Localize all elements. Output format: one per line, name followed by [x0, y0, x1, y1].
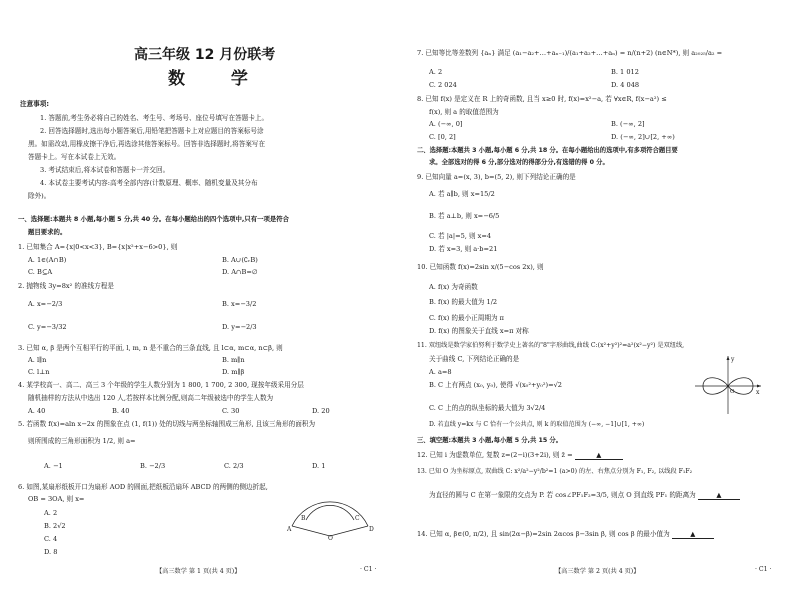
- q9-option-d: D. 若 x=3, 则 a·b=21: [429, 245, 498, 253]
- q6-option-a: A. 2: [44, 509, 58, 517]
- figure-label-o: O: [328, 535, 333, 540]
- section2-heading-cont: 求。全部选对的得 6 分,部分选对的得部分分,有选错的得 0 分。: [429, 159, 609, 166]
- figure-label-a: A: [287, 526, 292, 533]
- q2-option-d: D. y=−2/3: [222, 323, 257, 331]
- note-line: 4. 本试卷主要考试内容:高考全部内容(计数原理、概率、随机变量及其分布: [40, 179, 258, 187]
- exam-title: 高三年级 12 月份联考: [134, 47, 276, 63]
- note-line: 答题卡上。写在本试卷上无效。: [28, 153, 121, 161]
- right-page-footer: 【高三数学 第 2 页(共 4 页)】: [555, 568, 640, 575]
- question-13-cont: [429, 491, 740, 500]
- question-9: 9. 已知向量 a=(x, 3), b=(5, 2), 则下列结论正确的是: [417, 173, 576, 181]
- axis-label-origin: O: [730, 389, 735, 395]
- q14-blank-marker: ▲: [690, 530, 696, 538]
- note-line: 3. 考试结束后,将本试卷和答题卡一并交回。: [40, 166, 170, 174]
- question-14-text: 14. 已知 α, β∈(0, π/2), 且 sin(2α−β)=2sin 2αcos β−3sin β, 则 cos β 的最小值为: [417, 530, 670, 538]
- notes-heading: 注意事项:: [20, 100, 50, 108]
- q1-option-d: D. A∩B=∅: [222, 268, 258, 276]
- question-13-cont-text: 为直径的圆与 C 在第一象限的交点为 P. 若 cos∠PF₁F₂=3/5, 则点 O 到直线 PF₁ 的距离为: [429, 491, 696, 499]
- q10-option-a: A. f(x) 为奇函数: [429, 283, 478, 291]
- question-6-cont: OB = 3OA, 则 x=: [28, 495, 85, 503]
- question-12: [417, 451, 623, 460]
- q5-option-d: D. 1: [312, 462, 326, 470]
- q6-option-b: B. 2√2: [44, 522, 66, 530]
- q12-blank-marker: ▲: [596, 451, 602, 459]
- left-page-footer: 【高三数学 第 1 页(共 4 页)】: [156, 568, 241, 575]
- sector-figure: [286, 490, 374, 540]
- section1-heading: 一、选择题:本题共 8 小题,每小题 5 分,共 40 分。在每小题给出的四个选项中,只有一项是符合: [18, 215, 290, 223]
- question-7: 7. 已知等比等差数列 {aₙ} 满足 (a₁−a₂+…+aₙ₋₁)/(a₁+a₂+…+aₙ) = n/(n+2) (n∈N*), 则 a₂₀₂₅/a₂ =: [417, 49, 723, 57]
- question-5-cont: 则所围成的三角形面积为 1/2, 则 a=: [28, 437, 136, 445]
- q10-option-b: B. f(x) 的最大值为 1/2: [429, 298, 498, 306]
- question-1: 1. 已知集合 A={x|0<x<3}, B={x|x²+x−6>0}, 则: [18, 243, 178, 251]
- q2-option-c: C. y=−3/32: [28, 323, 67, 331]
- figure-label-d: D: [369, 526, 374, 533]
- q4-option-b: B. 40: [112, 407, 130, 415]
- q6-option-c: C. 4: [44, 535, 58, 543]
- note-line: 2. 回答选择题时,选出每小题答案后,用铅笔把答题卡上对应题目的答案标号涂: [40, 127, 264, 135]
- question-10: 10. 已知函数 f(x)=2sin x/(5−cos 2x), 则: [417, 263, 544, 271]
- right-page: [397, 0, 794, 608]
- figure-label-b: B: [301, 515, 306, 522]
- q5-option-a: A. −1: [44, 462, 63, 470]
- q8-option-b: B. (−∞, 2]: [611, 120, 645, 128]
- q6-option-d: D. 8: [44, 548, 58, 556]
- q7-option-b: B. 1 012: [611, 68, 639, 76]
- q9-option-b: B. 若 a⊥b, 则 x=−6/5: [429, 212, 500, 220]
- q7-option-a: A. 2: [429, 68, 443, 76]
- question-14: [417, 530, 714, 539]
- q8-option-a: A. (−∞, 0]: [429, 120, 463, 128]
- q8-option-d: D. (−∞, 2]∪[2, +∞): [611, 133, 675, 141]
- question-4: 4. 某学校高一、高二、高三 3 个年级的学生人数分别为 1 800, 1 700, 2 300, 现按年级采用分层: [18, 381, 304, 389]
- q13-answer-blank[interactable]: [698, 491, 740, 500]
- question-11-cont: 关于曲线 C, 下列结论正确的是: [429, 355, 520, 363]
- q1-option-c: C. B⊆A: [28, 268, 53, 276]
- q11-option-d: D. 若直线 y=kx 与 C 恰有一个公共点, 则 k 的取值范围为 (−∞, −1]∪[1, +∞): [429, 421, 645, 428]
- section1-heading-cont: 题目要求的。: [28, 228, 67, 236]
- question-6: 6. 如图,某扇形纸板开口为扇形 AOD 的圆面,把纸板沿扇环 ABCD 的两侧的侧边折起,: [18, 483, 268, 491]
- section2-heading: 二、选择题:本题共 3 小题,每小题 6 分,共 18 分。在每小题给出的选项中,有多项符合题目要: [417, 147, 678, 154]
- q11-option-a: A. a=8: [429, 368, 452, 376]
- q11-option-b: B. C 上有两点 (x₀, y₀), 使得 √(x₀²+y₀²)=√2: [429, 381, 563, 389]
- q3-option-a: A. l∥n: [28, 356, 47, 364]
- question-2: 2. 抛物线 3y=8x² 的准线方程是: [18, 282, 114, 290]
- q2-option-a: A. x=−2/3: [28, 300, 63, 308]
- q3-option-d: D. m∥β: [222, 368, 245, 376]
- q1-option-b: B. A∪(∁ᵣB): [222, 256, 258, 264]
- q13-blank-marker: ▲: [716, 491, 722, 499]
- q14-answer-blank[interactable]: [672, 530, 714, 539]
- note-line: 1. 答题前,考生务必将自己的姓名、考生号、考场号、座位号填写在答题卡上。: [40, 114, 269, 122]
- q11-option-c: C. C 上的点的纵坐标的最大值为 3√2/4: [429, 404, 546, 412]
- q10-option-c: C. f(x) 的最小正周期为 π: [429, 314, 504, 322]
- section3-heading: 三、填空题:本题共 3 小题,每小题 5 分,共 15 分。: [417, 437, 563, 444]
- q4-option-c: C. 30: [222, 407, 240, 415]
- question-4-cont: 随机抽样的方法从中选出 120 人,若按样本比例分配,则高二年级被选中的学生人数为: [28, 394, 274, 402]
- right-page-code: · C1 ·: [755, 566, 772, 573]
- q10-option-d: D. f(x) 的图象关于直线 x=π 对称: [429, 327, 529, 335]
- question-12-text: 12. 已知 i 为虚数单位, 复数 z=(2−i)(3+2i), 则 z̄ =: [417, 451, 573, 459]
- q4-option-a: A. 40: [28, 407, 46, 415]
- q3-option-c: C. l⊥n: [28, 368, 50, 376]
- note-line: 黑。如需改动,用橡皮擦干净后,再选涂其他答案标号。回答非选择题时,将答案写在: [28, 140, 266, 148]
- figure-label-c: C: [355, 515, 360, 522]
- q9-option-a: A. 若 a∥b, 则 x=15/2: [429, 190, 495, 198]
- note-line: 除外)。: [28, 192, 51, 200]
- subject-title: 数 学: [168, 69, 268, 89]
- axis-label-x: x: [756, 389, 760, 396]
- q2-option-b: B. x=−3/2: [222, 300, 257, 308]
- q5-option-b: B. −2/3: [140, 462, 166, 470]
- q8-option-c: C. [0, 2]: [429, 133, 456, 141]
- question-3: 3. 已知 α, β 是两个互相平行的平面, l, m, n 是不重合的三条直线, 且 l⊂α, m⊂α, n⊂β, 则: [18, 344, 283, 352]
- lemniscate-figure: [693, 352, 763, 416]
- q3-option-b: B. m∥n: [222, 356, 245, 364]
- axis-label-y: y: [731, 356, 735, 363]
- q7-option-d: D. 4 048: [611, 81, 640, 89]
- q7-option-c: C. 2 024: [429, 81, 457, 89]
- question-8: 8. 已知 f(x) 是定义在 R 上的奇函数, 且当 x≥0 时, f(x)=x²−a, 若 ∀x∈R, f(x−a²) ≤: [417, 95, 667, 103]
- q4-option-d: D. 20: [312, 407, 330, 415]
- left-page-code: · C1 ·: [360, 566, 377, 573]
- question-11: 11. 双纽线是数学家伯努利于数学史上著名的"8"字形曲线,曲线 C:(x²+y²)²=a²(x²−y²) 是双纽线,: [417, 342, 685, 349]
- q1-option-a: A. 1∈(A∩B): [28, 256, 67, 264]
- question-13: 13. 已知 O 为坐标原点, 双曲线 C: x²/a²−y²/b²=1 (a>0) 的左、右焦点分别为 F₁, F₂, 以线段 F₁F₂: [417, 468, 693, 475]
- q12-answer-blank[interactable]: [575, 451, 623, 460]
- question-8-cont: f(x), 则 a 的取值范围为: [429, 108, 499, 116]
- q5-option-c: C. 2/3: [224, 462, 244, 470]
- q9-option-c: C. 若 |a|=5, 则 x=4: [429, 232, 492, 240]
- question-5: 5. 若函数 f(x)=aln x−2x 的图象在点 (1, f(1)) 处的切线与两坐标轴围成三角形, 且该三角形的面积为: [18, 420, 316, 428]
